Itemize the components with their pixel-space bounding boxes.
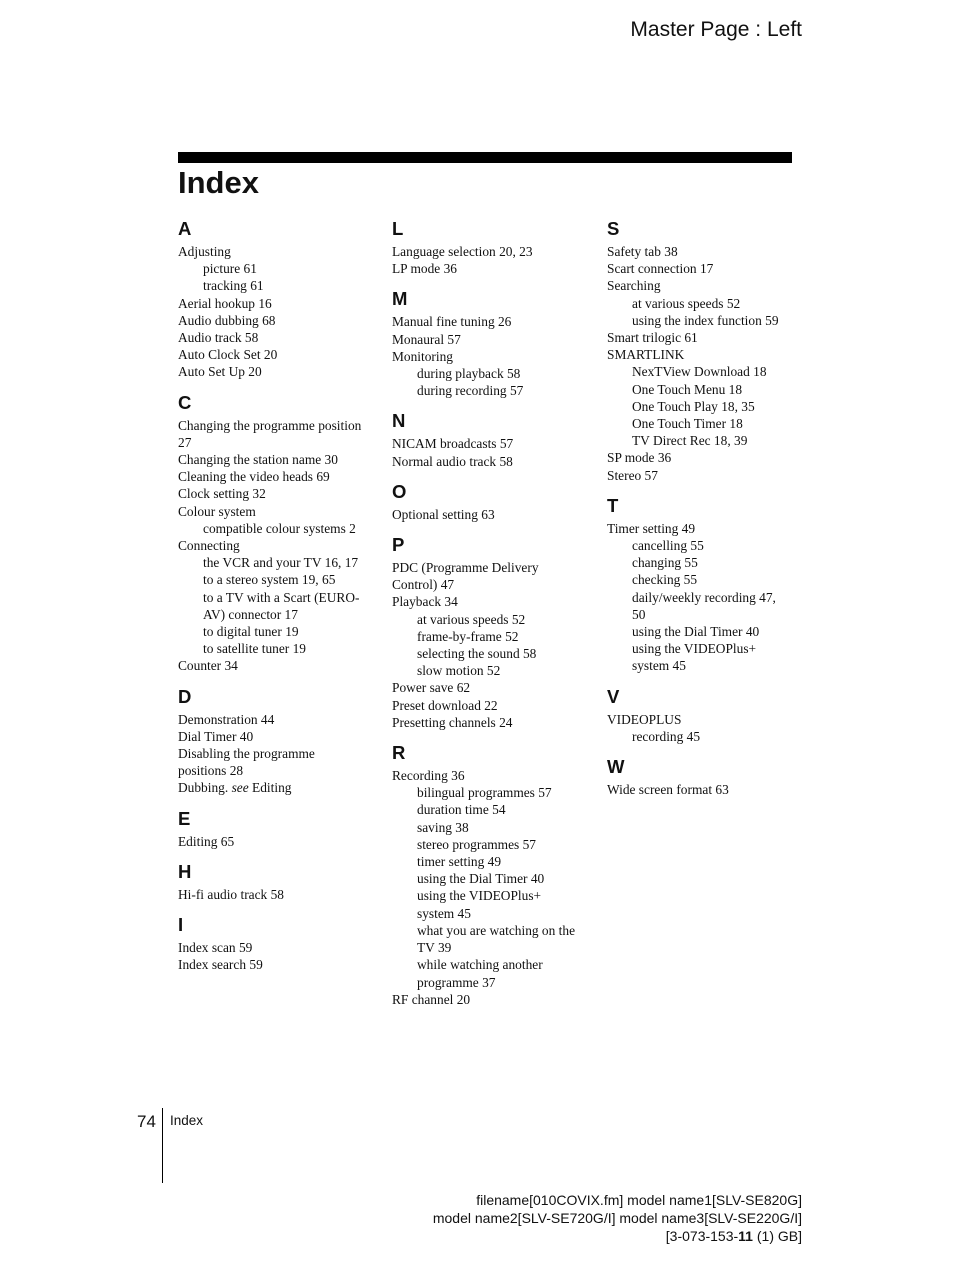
index-column-1 [178, 218, 363, 985]
section-letter: A [178, 218, 192, 239]
index-subentry: checking 55 [632, 572, 698, 588]
index-subentry: cancelling 55 [632, 538, 704, 554]
index-entry: Presetting channels 24 [392, 714, 513, 730]
footer-line-3-bold: 11 [738, 1228, 753, 1244]
footer-line-3-prefix: [3-073-153- [665, 1228, 739, 1244]
page-section-label: Index [170, 1113, 204, 1128]
index-subentry: One Touch Play 18, 35 [632, 398, 755, 414]
index-subentry: using the Dial Timer 40 [417, 871, 545, 887]
index-entry: Clock setting 32 [178, 486, 266, 502]
index-subentry: to satellite tuner 19 [203, 641, 307, 657]
index-entry: Connecting [178, 538, 240, 554]
index-subentry: duration time 54 [417, 802, 506, 818]
index-subentry: to digital tuner 19 [203, 624, 299, 640]
index-section-v [607, 686, 792, 745]
index-entry: Monaural 57 [392, 331, 461, 347]
index-entry: Colour system [178, 503, 256, 519]
index-entry: Stereo 57 [607, 467, 658, 483]
section-letter: R [392, 742, 406, 764]
index-subentry: One Touch Menu 18 [632, 381, 743, 397]
index-subentry: at various speeds 52 [417, 611, 526, 627]
file-info-footer [433, 1191, 802, 1245]
index-section-h [178, 861, 363, 903]
index-entry [178, 779, 363, 796]
index-entry: Power save 62 [392, 680, 471, 696]
section-letter: L [392, 218, 404, 239]
index-subentry: changing 55 [632, 555, 698, 571]
index-entry: Auto Clock Set 20 [178, 347, 278, 363]
index-entry: Hi-fi audio track 58 [178, 886, 284, 902]
index-entry: Preset download 22 [392, 697, 498, 713]
index-subentry: bilingual programmes 57 [417, 785, 552, 801]
index-subentry: using the VIDEOPlus+ system 45 [417, 888, 542, 921]
index-entry: Adjusting [178, 244, 231, 259]
index-subentry: recording 45 [632, 728, 701, 744]
index-subentry: compatible colour systems 2 [203, 520, 356, 536]
index-subentry: timer setting 49 [417, 854, 502, 870]
entry-text: Dubbing. [178, 780, 229, 796]
section-letter: D [178, 685, 192, 707]
entry-see-reference: see [231, 780, 249, 796]
index-entry: Auto Set Up 20 [178, 364, 262, 380]
footer-line-1: filename[010COVIX.fm] model name1[SLV-SE820G] [476, 1192, 802, 1208]
page-number: 74 [137, 1112, 156, 1131]
section-letter: P [392, 534, 405, 556]
index-entry: VIDEOPLUS [607, 711, 682, 727]
section-letter: C [178, 391, 192, 413]
index-subentry: to a stereo system 19, 65 [203, 572, 336, 588]
index-subentry: using the Dial Timer 40 [632, 624, 760, 640]
title-rule [178, 152, 792, 163]
index-entry: Manual fine tuning 26 [392, 314, 512, 330]
index-subentry: frame-by-frame 52 [417, 628, 519, 644]
section-letter: V [607, 685, 620, 707]
index-entry: RF channel 20 [392, 991, 471, 1007]
page-number-divider [162, 1108, 163, 1183]
index-entry: Index scan 59 [178, 940, 253, 956]
index-subentry: picture 61 [203, 261, 257, 277]
index-section-d [178, 686, 363, 797]
index-entry: Audio dubbing 68 [178, 312, 276, 328]
index-subentry: tracking 61 [203, 278, 264, 294]
index-subentry: the VCR and your TV 16, 17 [203, 555, 359, 571]
index-subentry: stereo programmes 57 [417, 836, 536, 852]
index-subentry: One Touch Timer 18 [632, 416, 743, 432]
section-letter: I [178, 914, 184, 936]
index-entry: Wide screen format 63 [607, 782, 729, 798]
section-letter: M [392, 288, 408, 310]
index-section-t [607, 495, 792, 675]
section-letter: W [607, 756, 625, 778]
index-section-m [392, 288, 577, 399]
index-entry: Searching [607, 278, 661, 294]
index-entry: Timer setting 49 [607, 520, 696, 536]
index-entry: Smart trilogic 61 [607, 330, 698, 346]
index-entry: Demonstration 44 [178, 711, 275, 727]
index-column-2 [392, 218, 577, 1019]
index-entry: SMARTLINK [607, 347, 685, 363]
index-entry: Aerial hookup 16 [178, 295, 272, 311]
index-entry: Scart connection 17 [607, 261, 714, 277]
index-entry: Index search 59 [178, 957, 263, 973]
index-section-n [392, 410, 577, 469]
index-section-r [392, 742, 577, 1008]
index-subentry: TV Direct Rec 18, 39 [632, 433, 748, 449]
master-page-label: Master Page : Left [630, 18, 802, 41]
index-section-w [607, 756, 792, 798]
section-letter: S [607, 218, 620, 239]
footer-line-3-suffix: (1) GB] [752, 1228, 802, 1244]
page-title: Index [178, 165, 259, 200]
index-subentry: during recording 57 [417, 383, 524, 399]
index-column-3 [607, 218, 792, 809]
index-section-e [178, 808, 363, 850]
index-subentry: to a TV with a Scart (EURO-AV) connector 17 [203, 589, 360, 622]
index-entry: LP mode 36 [392, 261, 457, 277]
index-section-s [607, 218, 792, 484]
index-section-o [392, 481, 577, 523]
index-subentry: selecting the sound 58 [417, 646, 537, 662]
index-entry: Optional setting 63 [392, 506, 495, 522]
section-letter: H [178, 860, 192, 882]
index-entry: Cleaning the video heads 69 [178, 469, 330, 485]
footer-line-2: model name2[SLV-SE720G/I] model name3[SLV-SE220G/I] [432, 1210, 802, 1226]
index-section-a [178, 218, 363, 381]
index-entry: Recording 36 [392, 768, 465, 784]
index-subentry: what you are watching on the TV 39 [417, 922, 576, 956]
section-letter: T [607, 494, 619, 516]
section-letter: N [392, 410, 406, 432]
index-entry: Changing the station name 30 [178, 452, 338, 468]
index-subentry: NexTView Download 18 [632, 364, 767, 380]
index-entry: Language selection 20, 23 [392, 244, 533, 259]
index-entry: Changing the programme position 27 [178, 417, 362, 450]
section-letter: E [178, 807, 191, 829]
index-entry: NICAM broadcasts 57 [392, 436, 514, 452]
index-section-p [392, 534, 577, 731]
index-entry: Editing 65 [178, 833, 235, 849]
index-section-c [178, 392, 363, 675]
index-entry: SP mode 36 [607, 450, 672, 466]
index-entry: PDC (Programme Delivery Control) 47 [392, 560, 539, 593]
footer-line-3 [433, 1227, 802, 1245]
index-entry: Playback 34 [392, 594, 458, 610]
index-entry: Normal audio track 58 [392, 453, 513, 469]
index-section-i [178, 914, 363, 973]
index-subentry: using the VIDEOPlus+ system 45 [632, 641, 757, 674]
index-entry: Counter 34 [178, 658, 238, 674]
index-subentry: during playback 58 [417, 366, 521, 382]
index-subentry: at various speeds 52 [632, 295, 741, 311]
index-section-l [392, 218, 577, 277]
index-entry: Disabling the programme positions 28 [178, 746, 315, 779]
index-entry: Safety tab 38 [607, 244, 678, 259]
index-subentry: daily/weekly recording 47, 50 [632, 589, 776, 622]
index-subentry: using the index function 59 [632, 312, 779, 328]
index-entry: Monitoring [392, 348, 454, 364]
section-letter: O [392, 480, 407, 502]
entry-see-target: Editing [252, 780, 292, 796]
index-entry: Dial Timer 40 [178, 728, 254, 744]
index-subentry: while watching another programme 37 [417, 957, 543, 990]
index-subentry: slow motion 52 [417, 663, 501, 679]
index-entry: Audio track 58 [178, 330, 259, 346]
index-subentry: saving 38 [417, 819, 469, 835]
